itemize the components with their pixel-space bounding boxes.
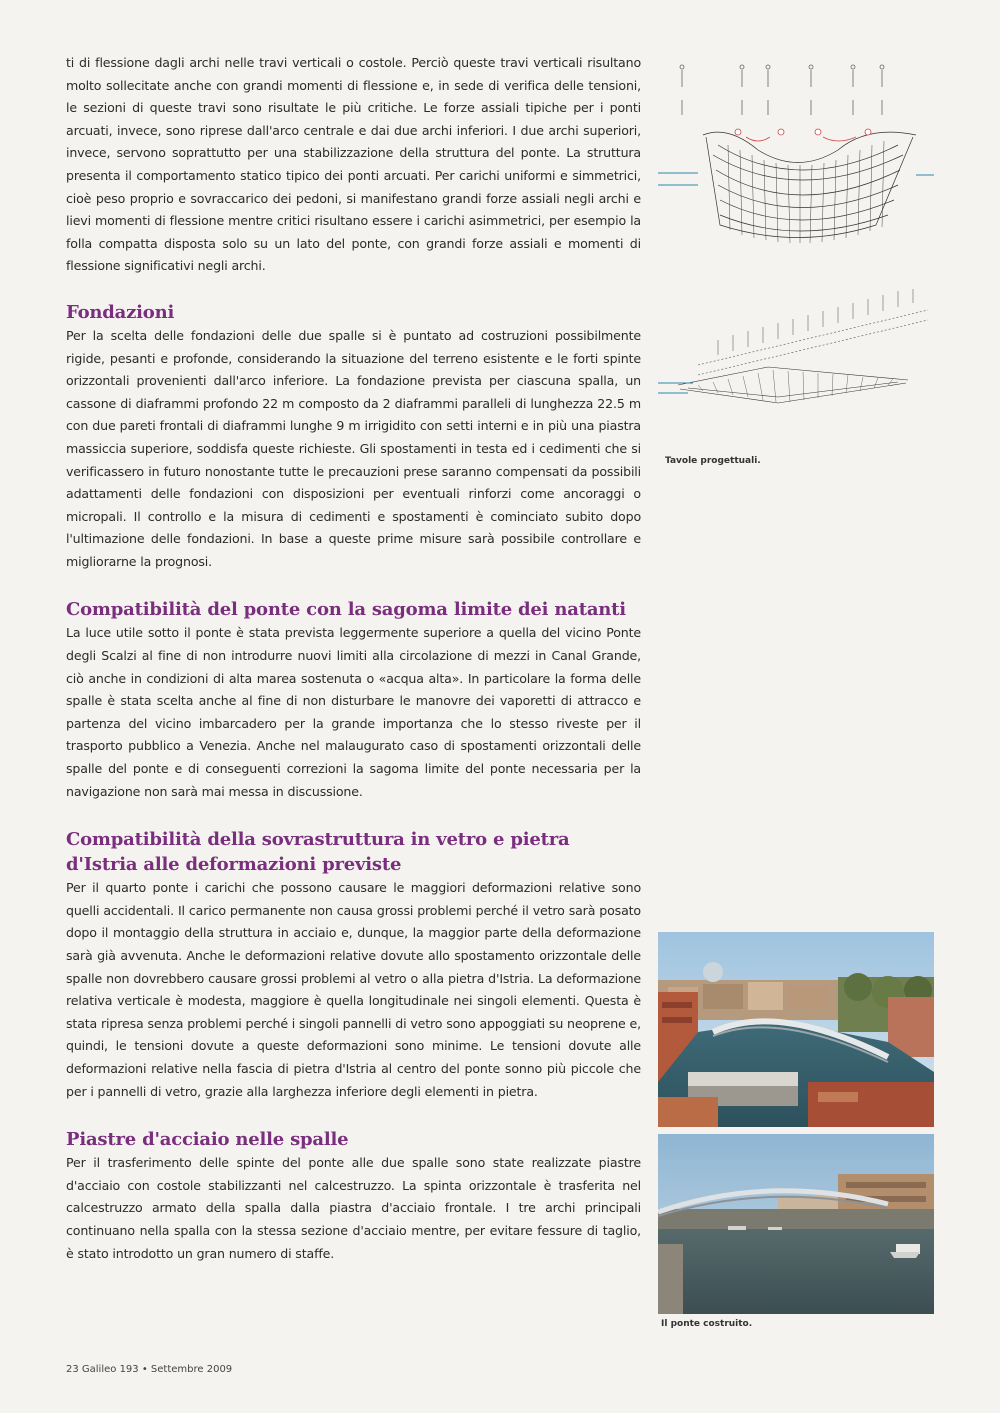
bridge-longitudinal-drawing xyxy=(658,285,934,445)
section-heading: Compatibilità del ponte con la sagoma limite dei natanti xyxy=(66,599,626,621)
page-footer: 23 Galileo 193 • Settembre 2009 xyxy=(66,1364,233,1375)
intro-paragraph: ti di flessione dagli archi nelle travi verticali o costole. Perciò queste travi verticali risultano molto sollecitate anche con grandi momenti di flessione e, in sede di verifica delle tensioni, le sezioni di queste travi sono risultate le più critiche. Le forze assiali tipiche per i ponti arcuati, invece, sono riprese dall'arco centrale e dai due archi inferiori. I due archi superiori, invece, servono soprattutto per una stabilizzazione della struttura del ponte. La struttura presenta il comportamento statico tipico dei ponti arcuati. Per carichi uniformi e simmetrici, cioè peso proprio e sovraccarico dei pedoni, si manifestano grandi forze assiali negli archi e lievi momenti di flessione mentre critici risultano essere i carichi asimmetrici, per esempio la folla compatta disposta solo su un lato del ponte, con grandi forze assiali e momenti di flessione significativi negli archi. xyxy=(66,55,641,274)
photos-caption: Il ponte costruito. xyxy=(661,1319,753,1329)
section-sovrastruttura xyxy=(66,827,641,1103)
section-heading: Fondazioni xyxy=(66,301,175,323)
section-piastre xyxy=(66,1127,641,1265)
section-sagoma xyxy=(66,597,641,803)
section-fondazioni xyxy=(66,300,641,574)
section-heading: Piastre d'acciaio nelle spalle xyxy=(66,1129,349,1151)
section-paragraph: Per il quarto ponte i carichi che possono causare le maggiori deformazioni relative sono quelli accidentali. Il carico permanente non causa grossi problemi perché il vetro sarà posato dopo il montaggio della struttura in acciaio e, dunque, la maggior parte della deformazione sarà già avvenuta. Anche le deformazioni relative dovute allo spostamento orizzontale delle spalle non dovrebbero causare grossi problemi al vetro o alla pietra d'Istria. La deformazione relativa verticale è modesta, maggiore è quella longitudinale nei singoli elementi. Questa è stata ripresa senza problemi perché i singoli pannelli di vetro sono appoggiati su neoprene e, quindi, le tensioni dovute a queste deformazioni sono minime. Le tensioni dovute alle deformazioni relative nella fascia di pietra d'Istria al centro del ponte sonno più piccole che per i pannelli di vetro, grazie alla larghezza inferiore degli elementi in pietra. xyxy=(66,880,641,1099)
section-paragraph: La luce utile sotto il ponte è stata prevista leggermente superiore a quella del vicino Ponte degli Scalzi al fine di non introdurre nuovi limiti alla circolazione di mezzi in Canal Grande, ciò anche in condizioni di alta marea sostenuta o «acqua alta». In particolare la forma delle spalle è stata scelta anche al fine di non disturbare le manovre dei vaporetti di attracco e partenza del vicino imbarcadero per la grande importanza che lo stesso riveste per il trasporto pubblico a Venezia. Anche nel malaugurato caso di spostamenti orizzontali delle spalle del ponte e di conseguenti correzioni la sagoma limite del ponte necessaria per la navigazione non sarà mai messa in discussione. xyxy=(66,625,641,799)
bridge-aerial-photo xyxy=(658,932,934,1127)
section-heading: Compatibilità della sovrastruttura in vetro e pietra d'Istria alle deformazioni previste xyxy=(66,829,570,876)
section-paragraph: Per la scelta delle fondazioni delle due spalle si è puntato ad costruzioni possibilmente rigide, pesanti e profonde, considerando la situazione del terreno esistente e le forti spinte orizzontali provenienti dall'arco inferiore. La fondazione prevista per ciascuna spalla, un cassone di diaframmi profondo 22 m composto da 2 diaframmi paralleli di lunghezza 22.5 m con due pareti frontali di diaframmi lunghe 9 m irrigidito con setti interni e in più una piastra massiccia superiore, soddisfa queste richieste. Gli spostamenti in testa ed i cedimenti che si verificassero in futuro nonostante tutte le precauzioni prese saranno compensati da possibili adattamenti delle fondazioni con disposizioni per eventuali rinforzi come ancoraggi o micropali. Il controllo e la misura di cedimenti e spostamenti è cominciato subito dopo l'ultimazione delle fondazioni. In base a queste prime misure sarà possibile controllare e migliorarne la prognosi. xyxy=(66,327,641,569)
section-paragraph: Per il trasferimento delle spinte del ponte alle due spalle sono state realizzate piastre d'acciaio con costole stabilizzanti nel calcestruzzo. La spinta orizzontale è trasferita nel calcestruzzo armato della spalla dalla piastra d'acciaio frontale. I tre archi principali continuano nella spalla con la stessa sezione d'acciaio mentre, per evitare fessure di taglio, è stato introdotto un gran numero di staffe. xyxy=(66,1155,641,1261)
bridge-water-photo xyxy=(658,1134,934,1314)
bridge-cross-section-drawing xyxy=(658,55,934,250)
drawings-caption: Tavole progettuali. xyxy=(665,456,761,466)
article-column xyxy=(66,52,641,1265)
